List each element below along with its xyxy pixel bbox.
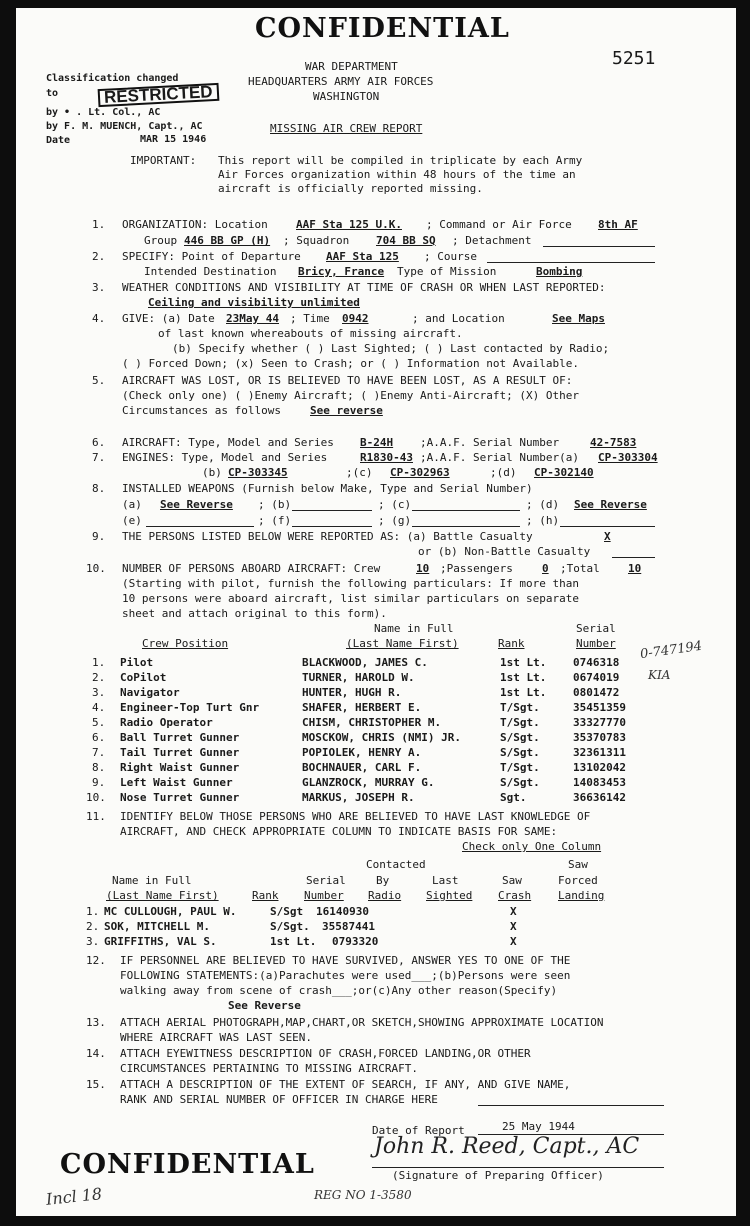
photo-line-2: WHERE AIRCRAFT WAS LAST SEEN. [120,1031,313,1044]
weapon-d-label: ; (d) [526,498,560,511]
give-line-4: ( ) Forced Down; (x) Seen to Crash; or ( ) Information not Available. [122,357,579,370]
crew-serial: 14083453 [573,776,626,789]
casualty-label: THE PERSONS LISTED BELOW WERE REPORTED AS: (a) Battle Casualty [122,530,533,543]
h11-crash: Crash [498,889,532,902]
crew-index: 8. [92,761,106,774]
crew-position: Radio Operator [120,716,213,729]
command-value: 8th AF [598,218,638,231]
handwritten-kia: KIA [648,668,671,682]
item-number: 10. [86,562,106,575]
weapon-a: See Reverse [160,498,233,511]
crew-index: 1. [92,656,106,669]
item-number: 5. [92,374,106,387]
item-number: 15. [86,1078,106,1091]
crew-index: 9. [92,776,106,789]
crew-rank: 1st Lt. [500,686,547,699]
weather-value: Ceiling and visibility unlimited [148,296,360,309]
give-line-3: (b) Specify whether ( ) Last Sighted; ( ) Last contacted by Radio; [172,342,610,355]
h11-name-2: (Last Name First) [106,889,219,902]
crew-rank: S/Sgt. [500,776,540,789]
handwritten-initials: Incl 18 [45,1184,103,1209]
crew-serial: 32361311 [573,746,626,759]
signature-caption: (Signature of Preparing Officer) [392,1169,604,1182]
item-number: 12. [86,954,106,967]
engine-serial-b: CP-303345 [228,466,288,479]
crew-name: TURNER, HAROLD W. [302,671,415,684]
lost-line-1: AIRCRAFT WAS LOST, OR IS BELIEVED TO HAVE BEEN LOST, AS A RESULT OF: [122,374,573,387]
scan-border-bottom [0,1216,750,1226]
crew-rank: S/Sgt. [500,731,540,744]
city-line: WASHINGTON [313,90,380,103]
persons-label: NUMBER OF PERSONS ABOARD AIRCRAFT: Crew [122,562,381,575]
crew-rank: 1st Lt. [500,656,547,669]
important-line-1: This report will be compiled in triplicate by each Army [218,154,583,167]
detachment-label: ; Detachment [452,234,532,247]
stamp-line-1: Classification changed [46,73,179,84]
crew-position: Ball Turret Gunner [120,731,240,744]
stamp-date: MAR 15 1946 [140,134,207,145]
crew-name: POPIOLEK, HENRY A. [302,746,422,759]
crew-index: 4. [92,701,106,714]
crew-name-header-1: Name in Full [374,622,454,635]
crew-rank-header: Rank [498,637,525,650]
crew-name: BLACKWOOD, JAMES C. [302,656,428,669]
crew-serial: 13102042 [573,761,626,774]
weapon-e-label: (e) [122,514,142,527]
squadron-label: ; Squadron [283,234,350,247]
h11-forced: Forced [558,874,598,887]
item-number: 4. [92,312,106,325]
crew-rank: T/Sgt. [500,716,540,729]
witness-rank: S/Sgt. [270,920,310,933]
weapon-f-blank [292,526,372,527]
weapon-b-label: ; (b) [258,498,292,511]
engine-serial-a: CP-303304 [598,451,658,464]
reg-number: REG NO 1-3580 [314,1188,412,1202]
witness-name: MC CULLOUGH, PAUL W. [104,905,237,918]
crew-serial-header-1: Serial [576,622,616,635]
confidential-stamp-top: CONFIDENTIAL [255,13,510,44]
weapon-c-blank [412,510,520,511]
give-line-2: of last known whereabouts of missing aircraft. [158,327,463,340]
departure-value: AAF Sta 125 [326,250,399,263]
destination-value: Bricy, France [298,265,385,278]
crew-index: 5. [92,716,106,729]
witness-crash-mark: X [510,905,517,918]
witness-index: 2. [86,920,100,933]
non-battle-label: or (b) Non-Battle Casualty [418,545,591,558]
stamp-line-3: by • . Lt. Col., AC [46,107,161,118]
identify-line-2: AIRCRAFT, AND CHECK APPROPRIATE COLUMN TO INDICATE BASIS FOR SAME: [120,825,558,838]
h11-serial: Serial [306,874,346,887]
command-label: ; Command or Air Force [426,218,572,231]
survived-line-2: FOLLOWING STATEMENTS:(a)Parachutes were used___;(b)Persons were seen [120,969,571,982]
handwritten-serial-note: 0-747194 [639,638,703,663]
course-blank [487,262,655,263]
crew-count: 10 [416,562,430,575]
scan-border-right [736,0,750,1226]
crew-name: GLANZROCK, MURRAY G. [302,776,435,789]
weapon-g-label: ; (g) [378,514,412,527]
identify-line-1: IDENTIFY BELOW THOSE PERSONS WHO ARE BELIEVED TO HAVE LAST KNOWLEDGE OF [120,810,591,823]
course-label: ; Course [424,250,477,263]
restricted-stamp: RESTRICTED [98,83,219,107]
report-date-label: Date of Report [372,1124,465,1137]
witness-serial: 0793320 [332,935,379,948]
witness-rank: S/Sgt [270,905,304,918]
crew-rank: S/Sgt. [500,746,540,759]
weapon-h-blank [560,526,655,527]
give-label: GIVE: (a) Date [122,312,215,325]
crew-serial: 36636142 [573,791,626,804]
crew-serial-header-2: Number [576,637,616,650]
item-number: 7. [92,451,106,464]
officer-signature: John R. Reed, Capt., AC [374,1134,640,1159]
check-one-note: Check only One Column [462,840,602,853]
weapons-label: INSTALLED WEAPONS (Furnish below Make, Type and Serial Number) [122,482,533,495]
crew-position: Tail Turret Gunner [120,746,240,759]
witness-name: GRIFFITHS, VAL S. [104,935,217,948]
witness-index: 3. [86,935,100,948]
aircraft-serial: 42-7583 [590,436,637,449]
item-number: 9. [92,530,106,543]
crew-position: Pilot [120,656,154,669]
weapon-b-blank [292,510,372,511]
crew-name-header-2: (Last Name First) [346,637,459,650]
loc-label: ; and Location [412,312,505,325]
engines-label: ENGINES: Type, Model and Series [122,451,328,464]
crew-position: Right Waist Gunner [120,761,240,774]
crew-position: Engineer-Top Turt Gnr [120,701,260,714]
crew-name: SHAFER, HERBERT E. [302,701,422,714]
h11-saw: Saw [502,874,522,887]
item-number: 3. [92,281,106,294]
crew-name: CHISM, CHRISTOPHER M. [302,716,442,729]
squadron-value: 704 BB SQ [376,234,436,247]
crew-serial: 35451359 [573,701,626,714]
crew-index: 10. [86,791,106,804]
stamp-to: to [46,88,59,99]
engine-serial-d: CP-302140 [534,466,594,479]
org-location-value: AAF Sta 125 U.K. [296,218,402,231]
crew-name: BOCHNAUER, CARL F. [302,761,422,774]
detachment-blank [543,246,655,247]
item-number: 2. [92,250,106,263]
crew-serial: 0801472 [573,686,620,699]
crew-index: 2. [92,671,106,684]
crew-name: HUNTER, HUGH R. [302,686,402,699]
crew-rank: 1st Lt. [500,671,547,684]
item-number: 14. [86,1047,106,1060]
report-title: MISSING AIR CREW REPORT [270,122,423,135]
h11-last: Last [432,874,459,887]
officer-blank [478,1105,664,1106]
survived-value: See Reverse [228,999,301,1012]
crew-name: MARKUS, JOSEPH R. [302,791,415,804]
destination-label: Intended Destination [144,265,277,278]
passengers-label: ;Passengers [440,562,513,575]
engine-type: R1830-43 [360,451,413,464]
weapon-e-blank [146,526,254,527]
persons-line-4: sheet and attach original to this form). [122,607,387,620]
weapon-a-label: (a) [122,498,142,511]
witness-serial: 35587441 [322,920,375,933]
weapon-g-blank [412,526,520,527]
time-label: ; Time [290,312,330,325]
crew-position: Nose Turret Gunner [120,791,240,804]
hq-line: HEADQUARTERS ARMY AIR FORCES [248,75,434,88]
group-label: Group [144,234,178,247]
crew-index: 3. [92,686,106,699]
crew-serial: 35370783 [573,731,626,744]
item-number: 6. [92,436,106,449]
crew-index: 6. [92,731,106,744]
crew-name: MOSCKOW, CHRIS (NMI) JR. [302,731,461,744]
h11-rank: Rank [252,889,279,902]
h11-number: Number [304,889,344,902]
non-battle-blank [612,557,655,558]
group-value: 446 BB GP (H) [184,234,271,247]
battle-casualty-mark: X [604,530,611,543]
lost-value: See reverse [310,404,383,417]
org-location-label: ORGANIZATION: Location [122,218,268,231]
crew-rank: T/Sgt. [500,701,540,714]
report-date-value: 25 May 1944 [502,1120,575,1133]
witness-crash-mark: X [510,935,517,948]
aircraft-serial-label: ;A.A.F. Serial Number [420,436,560,449]
crew-serial: 0674019 [573,671,620,684]
total-count: 10 [628,562,642,575]
item-number: 13. [86,1016,106,1029]
h11-radio: Radio [368,889,402,902]
date-value: 23May 44 [226,312,279,325]
h11-name-1: Name in Full [112,874,192,887]
lost-line-2: (Check only one) ( )Enemy Aircraft; ( )Enemy Anti-Aircraft; (X) Other [122,389,579,402]
crew-position-header: Crew Position [142,637,229,650]
confidential-stamp-bottom: CONFIDENTIAL [60,1149,315,1180]
crew-serial: 0746318 [573,656,620,669]
witness-rank: 1st Lt. [270,935,317,948]
engine-serial-label: ;A.A.F. Serial Number(a) [420,451,579,464]
engine-d-label: ;(d) [490,466,517,479]
item-number: 8. [92,482,106,495]
witness-serial: 16140930 [316,905,369,918]
crew-serial: 33327770 [573,716,626,729]
persons-line-2: (Starting with pilot, furnish the following particulars: If more than [122,577,579,590]
h11-sighted: Sighted [426,889,473,902]
witness-index: 1. [86,905,100,918]
mission-label: Type of Mission [397,265,497,278]
eyewitness-line-2: CIRCUMSTANCES PERTAINING TO MISSING AIRCRAFT. [120,1062,419,1075]
engine-c-label: ;(c) [346,466,373,479]
survived-line-1: IF PERSONNEL ARE BELIEVED TO HAVE SURVIVED, ANSWER YES TO ONE OF THE [120,954,571,967]
h11-contacted: Contacted [366,858,426,871]
departure-label: SPECIFY: Point of Departure [122,250,301,263]
mission-value: Bombing [536,265,583,278]
witness-crash-mark: X [510,920,517,933]
h11-saw-top: Saw [568,858,588,871]
passenger-count: 0 [542,562,549,575]
stamp-line-4: by F. M. MUENCH, Capt., AC [46,121,203,132]
important-line-2: Air Forces organization within 48 hours of the time an [218,168,576,181]
eyewitness-line-1: ATTACH EYEWITNESS DESCRIPTION OF CRASH,FORCED LANDING,OR OTHER [120,1047,531,1060]
scan-border-left [0,0,16,1226]
crew-rank: Sgt. [500,791,527,804]
search-line-2: RANK AND SERIAL NUMBER OF OFFICER IN CHARGE HERE [120,1093,438,1106]
crew-rank: T/Sgt. [500,761,540,774]
signature-line [372,1167,664,1168]
weapon-c-label: ; (c) [378,498,412,511]
scan-border-top [0,0,750,8]
aircraft-type: B-24H [360,436,394,449]
weapon-h-label: ; (h) [526,514,560,527]
stamp-date-label: Date [46,135,71,146]
item-number: 1. [92,218,106,231]
crew-index: 7. [92,746,106,759]
important-label: IMPORTANT: [130,154,197,167]
crew-position: Left Waist Gunner [120,776,233,789]
total-label: ;Total [560,562,600,575]
dept-line: WAR DEPARTMENT [305,60,398,73]
weapon-d: See Reverse [574,498,647,511]
item-number: 11. [86,810,106,823]
weapon-f-label: ; (f) [258,514,292,527]
engine-serial-c: CP-302963 [390,466,450,479]
lost-line-3: Circumstances as follows [122,404,281,417]
crew-position: CoPilot [120,671,167,684]
important-line-3: aircraft is officially reported missing. [218,182,483,195]
aircraft-label: AIRCRAFT: Type, Model and Series [122,436,334,449]
engine-b-label: (b) [202,466,222,479]
doc-number: 5251 [612,48,656,69]
h11-landing: Landing [558,889,605,902]
persons-line-3: 10 persons were aboard aircraft, list similar particulars on separate [122,592,579,605]
loc-value: See Maps [552,312,605,325]
survived-line-3: walking away from scene of crash___;or(c)Any other reason(Specify) [120,984,558,997]
weather-label: WEATHER CONDITIONS AND VISIBILITY AT TIME OF CRASH OR WHEN LAST REPORTED: [122,281,606,294]
witness-name: SOK, MITCHELL M. [104,920,210,933]
photo-line-1: ATTACH AERIAL PHOTOGRAPH,MAP,CHART,OR SKETCH,SHOWING APPROXIMATE LOCATION [120,1016,604,1029]
time-value: 0942 [342,312,369,325]
search-line-1: ATTACH A DESCRIPTION OF THE EXTENT OF SEARCH, IF ANY, AND GIVE NAME, [120,1078,571,1091]
h11-by: By [376,874,390,887]
crew-position: Navigator [120,686,180,699]
